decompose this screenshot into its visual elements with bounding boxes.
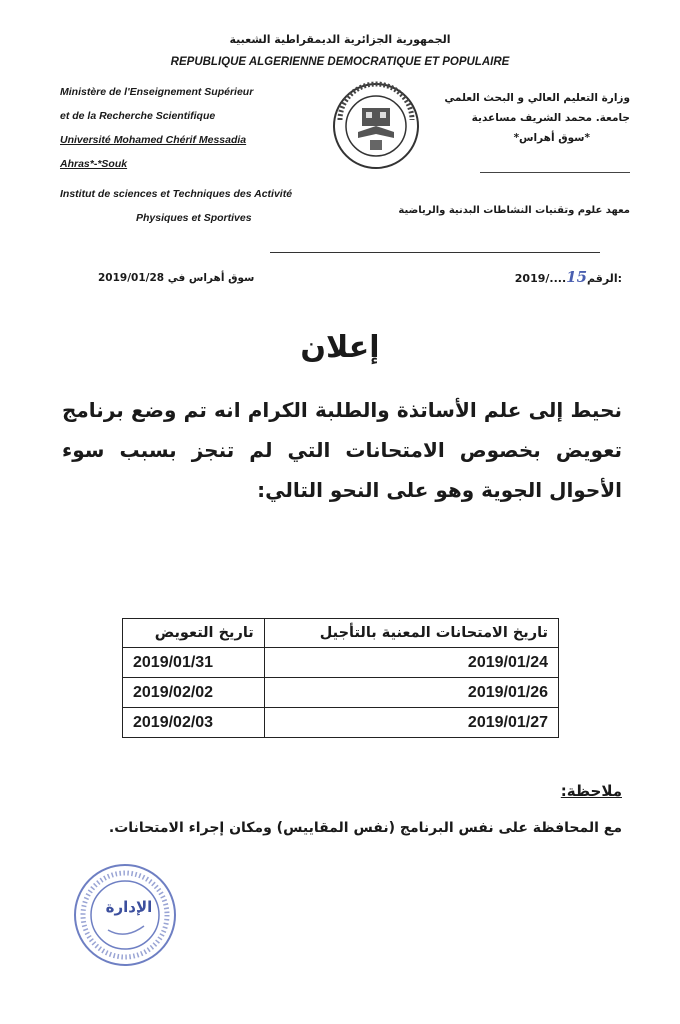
divider	[480, 172, 630, 173]
reference-year: 2019	[514, 272, 546, 285]
ministry-line: et de la Recherche Scientifique	[60, 110, 216, 122]
institute-french	[60, 182, 350, 230]
ministry-block-arabic	[410, 88, 630, 148]
institute-arabic: معهد علوم وتقنيات النشاطات البدنية والرياضية	[398, 205, 630, 216]
university-line: Université Mohamed Chérif Messadia	[60, 134, 247, 146]
university-logo	[330, 80, 422, 172]
country-name-french: REPUBLIQUE ALGERIENNE DEMOCRATIQUE ET POPULAIRE	[170, 56, 510, 68]
makeup-date: 2019/02/03	[123, 708, 265, 738]
stamp-text: الإدارة	[105, 898, 153, 916]
ministry-line: Ministère de l'Enseignement Supérieur	[60, 86, 254, 98]
reference-label: الرقم:	[587, 272, 622, 285]
place-date: سوق أهراس في 2019/01/28	[98, 272, 255, 284]
table-row	[123, 648, 559, 678]
postponed-date: 2019/01/27	[264, 708, 558, 738]
makeup-date: 2019/01/31	[123, 648, 265, 678]
header-rule	[270, 252, 600, 253]
table-row	[123, 708, 559, 738]
postponed-date: 2019/01/26	[264, 678, 558, 708]
note-label: ملاحظة:	[560, 782, 622, 800]
header-makeup-date: تاريخ التعويض	[123, 619, 265, 648]
reference-handwritten-number: 15	[566, 268, 588, 286]
table-row	[123, 678, 559, 708]
schedule-table	[122, 618, 559, 738]
city-line-arabic: *سوق أهراس*	[513, 132, 590, 144]
notice-body: نحيط إلى علم الأساتذة والطلبة الكرام انه تم وضع برنامج تعويض بخصوص الامتحانات التي لم تنجز بسبب سوء الأحوال الجوية وهو على النحو التالي:	[62, 398, 622, 502]
reference-dots: /....	[545, 272, 567, 285]
ministry-block-french	[60, 80, 330, 176]
makeup-date: 2019/02/02	[123, 678, 265, 708]
table-header-row	[123, 619, 559, 648]
ministry-line-arabic: وزارة التعليم العالي و البحث العلمي	[444, 92, 630, 104]
note-text: مع المحافظة على نفس البرنامج (نفس المقاييس) ومكان إجراء الامتحانات.	[108, 820, 622, 836]
university-line-arabic: جامعة. محمد الشريف مساعدية	[471, 112, 630, 124]
header-postponed-exams: تاريخ الامتحانات المعنية بالتأجيل	[264, 619, 558, 648]
country-name-arabic: الجمهورية الجزائرية الديمقراطية الشعبية	[229, 33, 451, 46]
postponed-date: 2019/01/24	[264, 648, 558, 678]
reference-number	[515, 268, 622, 286]
institute-line: Institut de sciences et Techniques des Activité	[60, 188, 293, 200]
city-line: Ahras*-*Souk	[60, 158, 128, 170]
institute-line: Physiques et Sportives	[136, 212, 252, 224]
notice-title: إعلان	[300, 330, 380, 365]
